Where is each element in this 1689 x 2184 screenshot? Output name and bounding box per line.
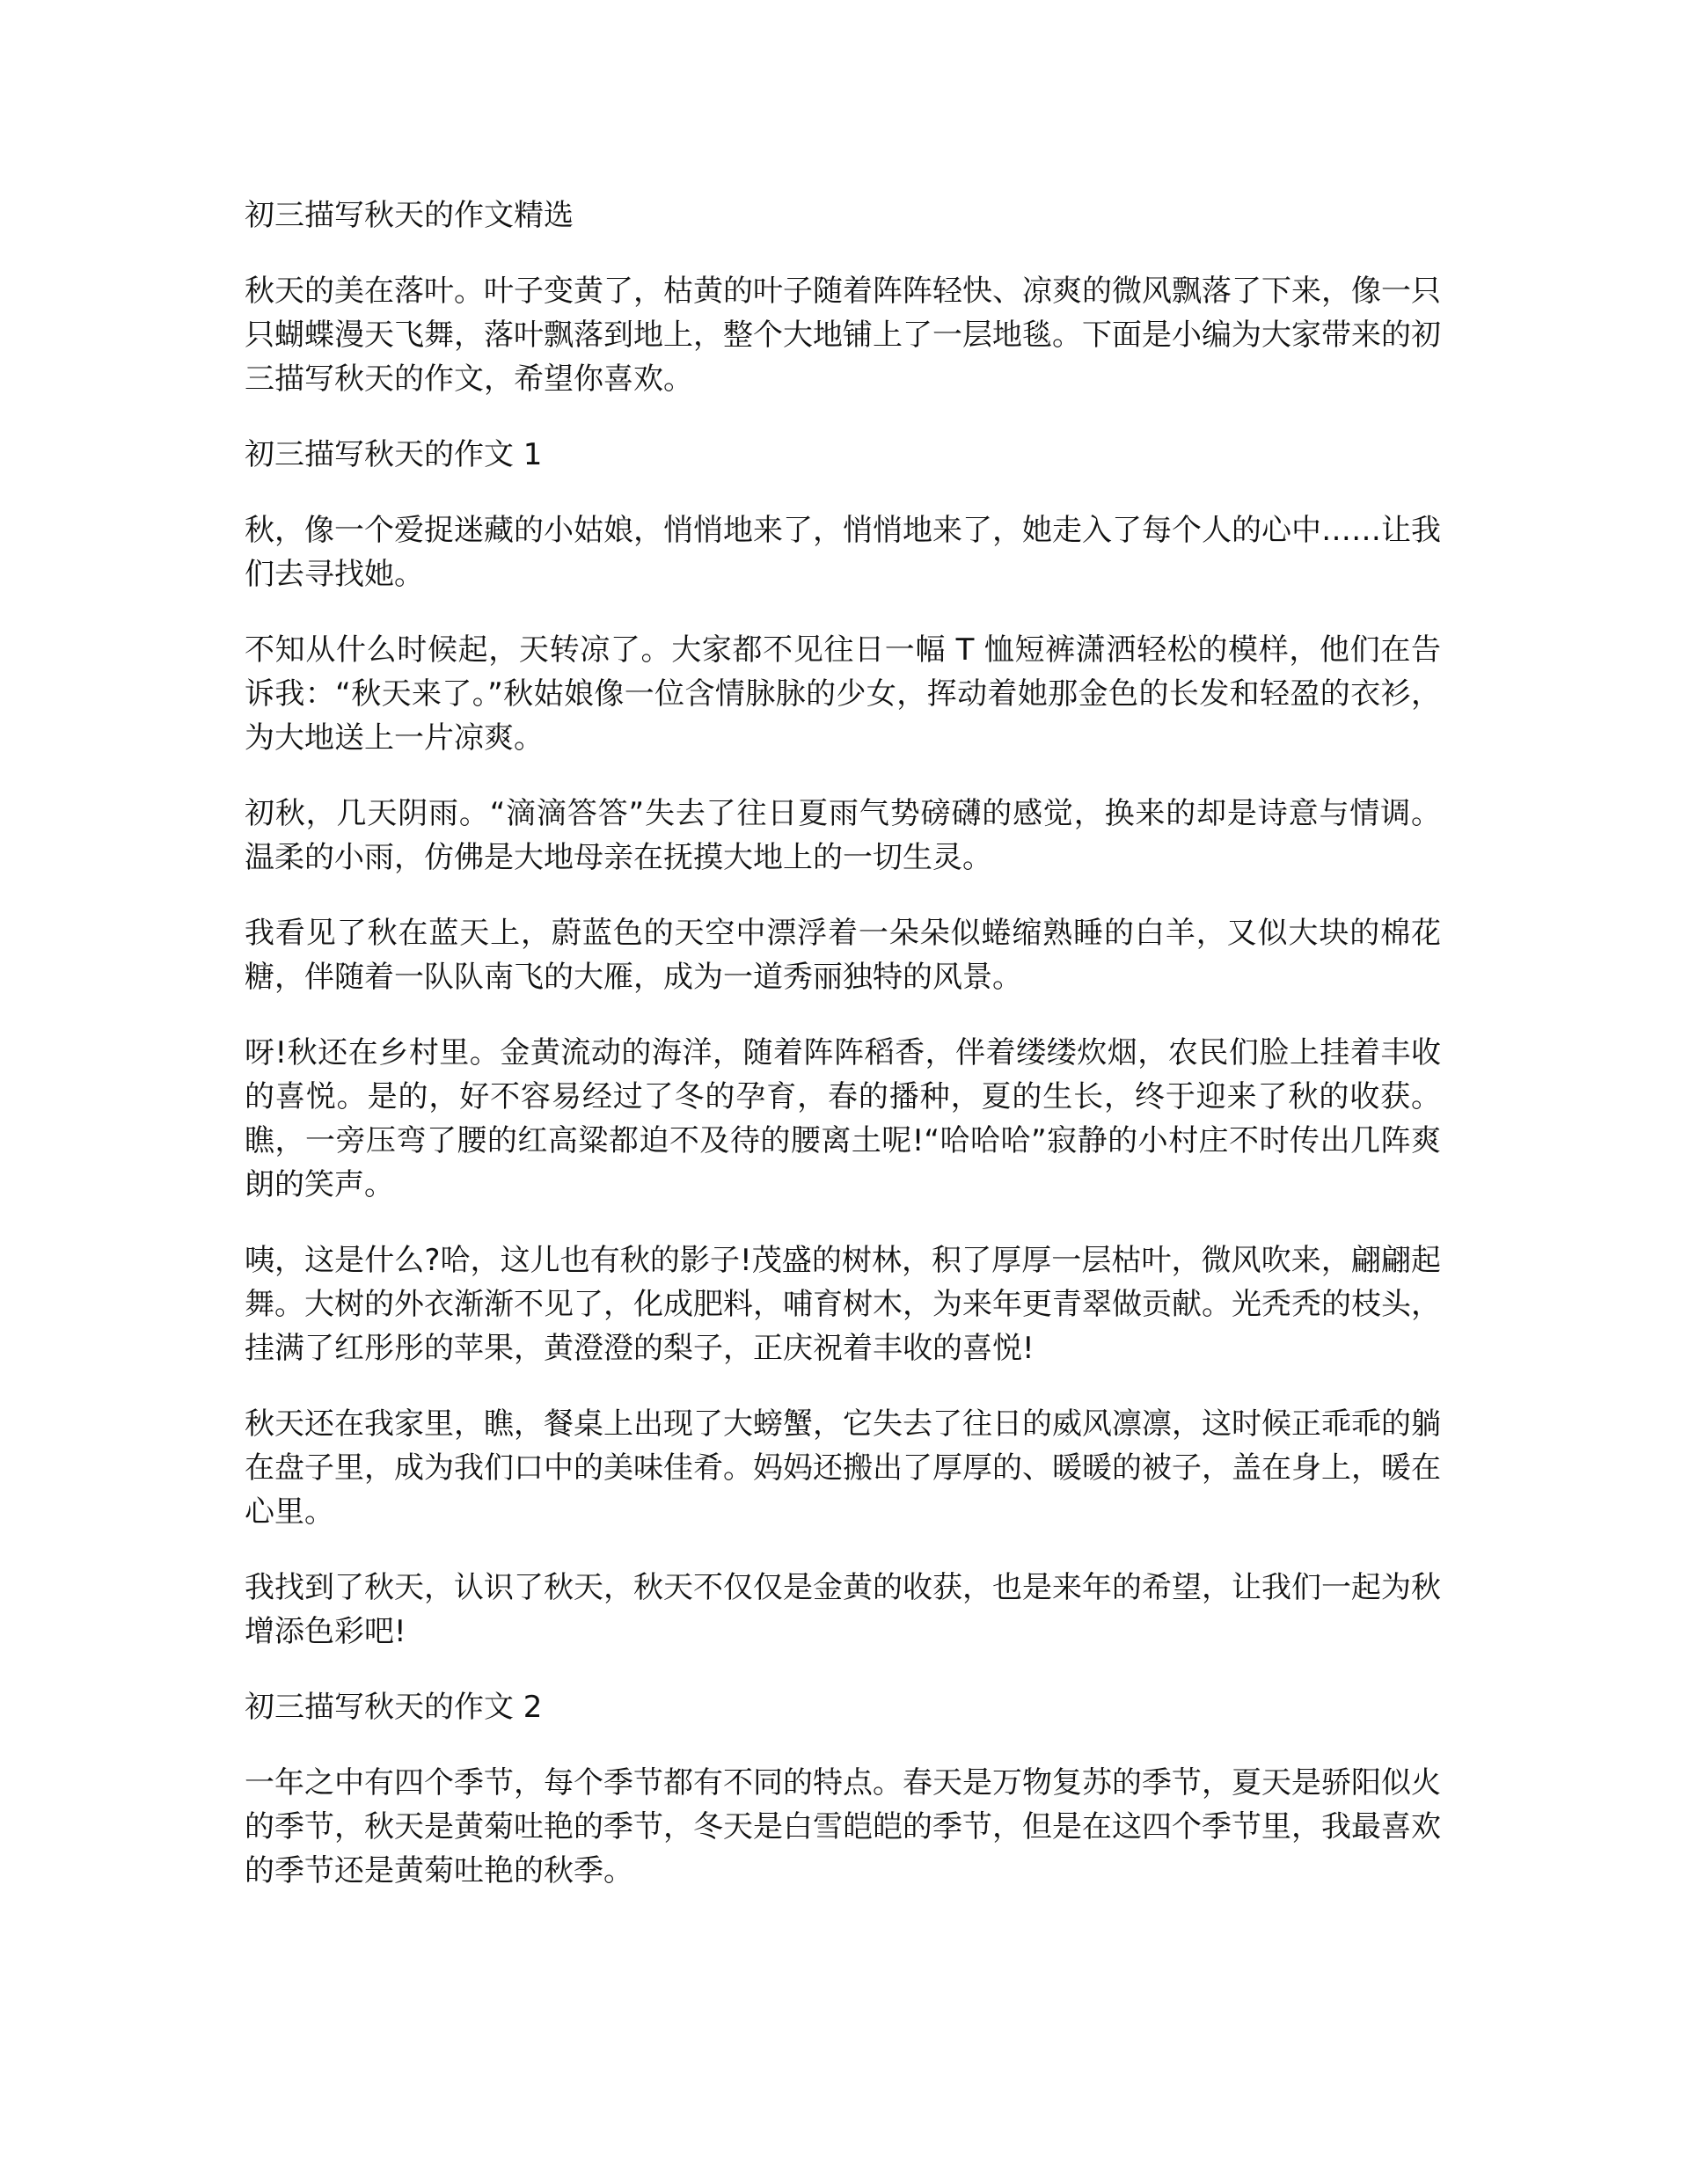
intro-paragraph: 秋天的美在落叶。叶子变黄了，枯黄的叶子随着阵阵轻快、凉爽的微风飘落了下来，像一只只蝴蝶漫天飞舞，落叶飘落到地上，整个大地铺上了一层地毯。下面是小编为大家带来的初三描写秋天的作文，希望你喜欢。 xyxy=(245,274,1441,397)
essay-1-paragraph: 秋天还在我家里，瞧，餐桌上出现了大螃蟹，它失去了往日的威风凛凛，这时候正乖乖的躺在盘子里，成为我们口中的美味佳肴。妈妈还搬出了厚厚的、暖暖的被子，盖在身上，暖在心里。 xyxy=(245,1406,1441,1530)
essay-1-paragraph: 不知从什么时候起，天转凉了。大家都不见往日一幅 T 恤短裤潇洒轻松的模样，他们在告诉我：“秋天来了。”秋姑娘像一位含情脉脉的少女，挥动着她那金色的长发和轻盈的衣衫，为大地送上一片凉爽。 xyxy=(245,632,1441,756)
essay-1-paragraph: 初秋，几天阴雨。“滴滴答答”失去了往日夏雨气势磅礴的感觉，换来的却是诗意与情调。温柔的小雨，仿佛是大地母亲在抚摸大地上的一切生灵。 xyxy=(245,796,1441,875)
document-page xyxy=(245,194,1441,1925)
document-title: 初三描写秋天的作文精选 xyxy=(245,198,574,233)
essay-1-paragraph: 秋，像一个爱捉迷藏的小姑娘，悄悄地来了，悄悄地来了，她走入了每个人的心中……让我们去寻找她。 xyxy=(245,513,1441,592)
essay-1-paragraph: 我看见了秋在蓝天上，蔚蓝色的天空中漂浮着一朵朵似蜷缩熟睡的白羊，又似大块的棉花糖，伴随着一队队南飞的大雁，成为一道秀丽独特的风景。 xyxy=(245,916,1441,995)
essay-1-paragraph: 咦，这是什么?哈，这儿也有秋的影子!茂盛的树林，积了厚厚一层枯叶，微风吹来，翩翩起舞。大树的外衣渐渐不见了，化成肥料，哺育树木，为来年更青翠做贡献。光秃秃的枝头，挂满了红彤彤的苹果，黄澄澄的梨子，正庆祝着丰收的喜悦! xyxy=(245,1243,1441,1366)
essay-1-paragraph: 我找到了秋天，认识了秋天，秋天不仅仅是金黄的收获，也是来年的希望，让我们一起为秋增添色彩吧! xyxy=(245,1570,1441,1649)
essay-2-heading: 初三描写秋天的作文 2 xyxy=(245,1690,543,1725)
essay-1-paragraph: 呀!秋还在乡村里。金黄流动的海洋，随着阵阵稻香，伴着缕缕炊烟，农民们脸上挂着丰收的喜悦。是的，好不容易经过了冬的孕育，春的播种，夏的生长，终于迎来了秋的收获。瞧，一旁压弯了腰的红高粱都迫不及待的腰离土呢!“哈哈哈”寂静的小村庄不时传出几阵爽朗的笑声。 xyxy=(245,1035,1441,1202)
essay-2-paragraph: 一年之中有四个季节，每个季节都有不同的特点。春天是万物复苏的季节，夏天是骄阳似火的季节，秋天是黄菊吐艳的季节，冬天是白雪皑皑的季节，但是在这四个季节里，我最喜欢的季节还是黄菊吐艳的秋季。 xyxy=(245,1765,1441,1888)
essay-1-heading: 初三描写秋天的作文 1 xyxy=(245,437,543,472)
